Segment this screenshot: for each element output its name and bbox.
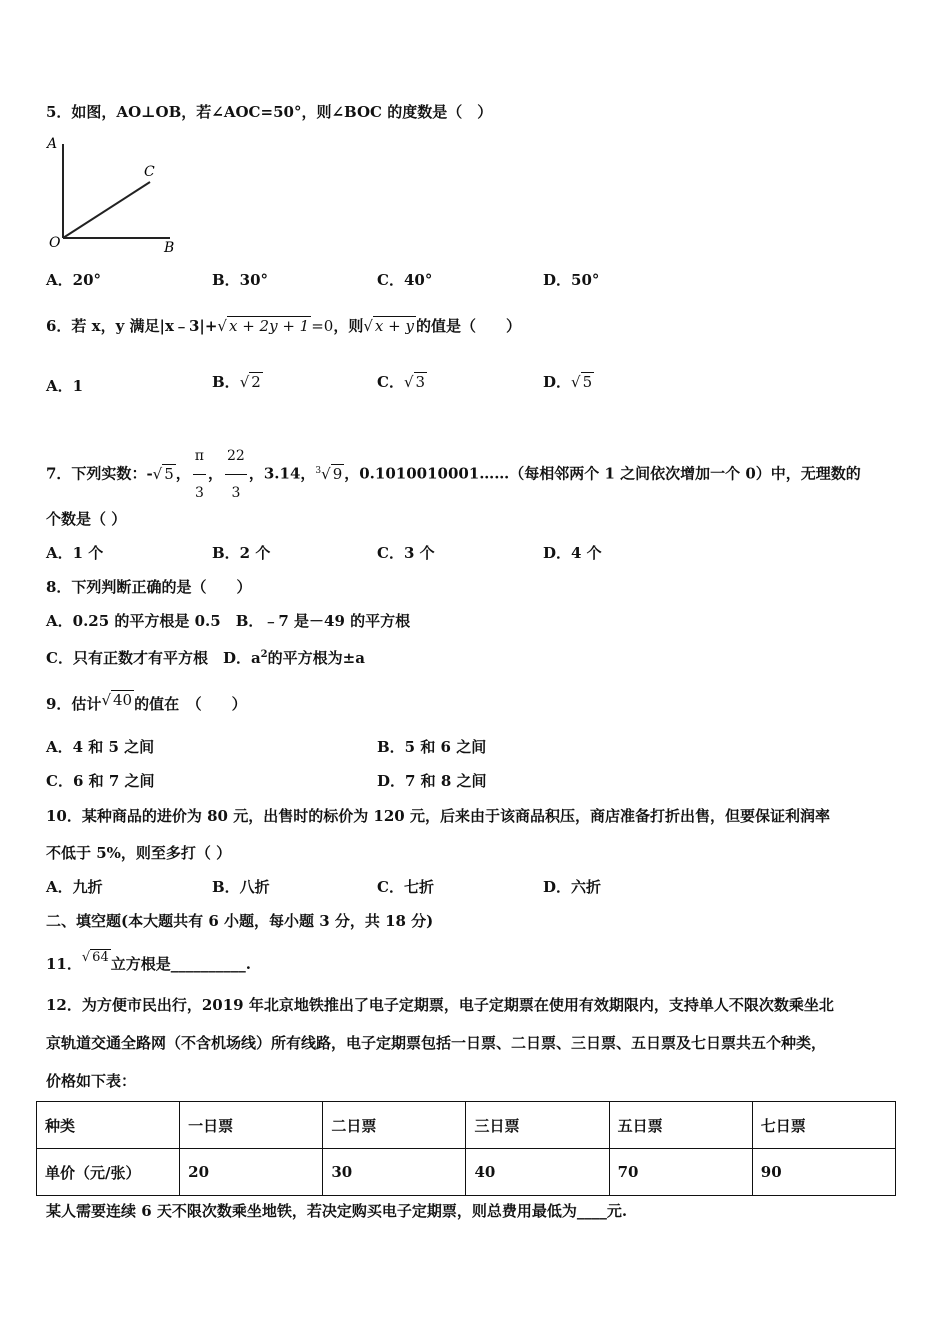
- q6-condition-sqrt: √ x + 2y + 1: [217, 317, 310, 335]
- q7-option-a: A．1 个: [46, 544, 104, 562]
- q7-fraction-22: [225, 438, 247, 511]
- table-cell: 90: [752, 1149, 895, 1196]
- q7-cube-root: $^3$√ 9: [315, 464, 343, 483]
- table-cell: 30: [323, 1149, 466, 1196]
- ray-oc: [63, 182, 150, 238]
- q7-option-c: C．3 个: [377, 544, 435, 562]
- price-table-header-row: [37, 1102, 896, 1149]
- q6-option-d-label: D．: [543, 373, 572, 391]
- q11-prefix: 11．: [46, 955, 82, 973]
- q7-option-d: D．4 个: [543, 544, 602, 562]
- q6-condition-rhs: =0: [311, 317, 334, 335]
- q12-line3: 价格如下表：: [46, 1072, 137, 1090]
- table-cell: 三日票: [466, 1102, 609, 1149]
- q9-prefix: 9．估计: [46, 695, 102, 713]
- q7-stem: 7．下列实数：-√ 5 ， $\frac{\pi}{3}$ ， $\frac{22}{3}$ ，3.14，$^3$√ 9 ，0.1010010001……（每相邻两个 1 之间依次增加一个 0）中，无理数的: [46, 438, 861, 511]
- q8-stem: 8．下列判断正确的是（ ）: [46, 578, 252, 596]
- q6-prefix: 6．若 x，y 满足|x﹣3|+: [46, 317, 218, 335]
- label-c: C: [144, 164, 155, 180]
- q9-option-b: B．5 和 6 之间: [377, 738, 487, 756]
- q12-line1: 12．为方便市民出行，2019 年北京地铁推出了电子定期票，电子定期票在使用有效期限内，支持单人不限次数乘坐北: [46, 996, 834, 1014]
- q6-option-a-value: 1: [72, 377, 84, 395]
- label-b: B: [164, 240, 175, 256]
- q6-option-b-sqrt: √ 2: [239, 373, 261, 391]
- label-a: A: [47, 136, 58, 152]
- table-cell: 70: [609, 1149, 752, 1196]
- q8-options-row2: [46, 645, 365, 668]
- q6-option-b: [212, 372, 263, 392]
- q6-expression-sqrt: √ x + y: [363, 317, 414, 335]
- q6-stem: [46, 316, 521, 336]
- q12-after-table: 某人需要连续 6 天不限次数乘坐地铁，若决定购买电子定期票，则总费用最低为____元.: [46, 1202, 628, 1220]
- q7-fraction-pi: [193, 438, 206, 511]
- table-cell: 一日票: [180, 1102, 323, 1149]
- q9-suffix: 的值在 （ ）: [134, 695, 247, 713]
- q12-line2: 京轨道交通全路网（不含机场线）所有线路，电子定期票包括一日票、二日票、三日票、五日票及七日票共五个种类，: [46, 1034, 827, 1052]
- q9-radicand: 40: [113, 691, 133, 709]
- q6-option-c-label: C．: [377, 373, 404, 391]
- q9-option-a: A．4 和 5 之间: [46, 738, 155, 756]
- q10-option-c: C．七折: [377, 878, 434, 896]
- table-cell: 二日票: [323, 1102, 466, 1149]
- q6-option-c-value: 3: [415, 373, 426, 391]
- q9-option-d: D．7 和 8 之间: [377, 772, 487, 790]
- q11-sqrt: √ 64: [81, 950, 109, 965]
- q8-row2-superscript: 2: [260, 649, 268, 660]
- table-cell: 单价（元/张）: [37, 1149, 180, 1196]
- q5-angle-figure: [44, 134, 194, 258]
- q6-option-d-sqrt: √ 5: [571, 373, 593, 391]
- q7-mid: ，3.14，: [248, 464, 316, 483]
- q8-row2-text-b: 的平方根为±a: [267, 649, 365, 667]
- q6-option-b-label: B．: [212, 373, 240, 391]
- q6-option-c-sqrt: √ 3: [403, 373, 426, 391]
- table-cell: 20: [180, 1149, 323, 1196]
- q11-stem: [46, 948, 251, 974]
- q6-option-a: [46, 376, 83, 396]
- q5-option-c: C．40°: [377, 271, 433, 289]
- q7-prefix: 7．下列实数：-: [46, 464, 153, 483]
- q9-option-c: C．6 和 7 之间: [46, 772, 155, 790]
- table-cell: 七日票: [752, 1102, 895, 1149]
- table-cell: 五日票: [609, 1102, 752, 1149]
- q6-expression-radicand: x + y: [374, 317, 414, 335]
- q7-cube-root-index: 3: [315, 465, 322, 476]
- q6-mid: ，则: [333, 317, 364, 335]
- q7-cube-root-radicand: 9: [332, 464, 343, 483]
- table-cell: 40: [466, 1149, 609, 1196]
- section2-heading: 二、填空题(本大题共有 6 小题，每小题 3 分，共 18 分): [46, 912, 434, 930]
- q7-sqrt5-radicand: 5: [164, 464, 174, 483]
- price-table: [36, 1101, 896, 1196]
- q7-fraction-22-num: 22: [225, 438, 247, 475]
- q6-suffix: 的值是（ ）: [415, 317, 521, 335]
- q8-row2-text-a: C．只有正数才有平方根 D．a: [46, 649, 261, 667]
- q5-option-a: A．20°: [46, 271, 102, 289]
- q10-option-d: D．六折: [543, 878, 602, 896]
- q7-fraction-pi-den: 3: [194, 485, 204, 501]
- q10-option-a: A．九折: [46, 878, 103, 896]
- label-o: O: [49, 235, 61, 251]
- q7-fraction-22-den: 3: [231, 485, 241, 501]
- q7-sqrt5: √ 5: [152, 464, 174, 483]
- price-table-row: [37, 1149, 896, 1196]
- table-cell: 种类: [37, 1102, 180, 1149]
- q10-option-b: B．八折: [212, 878, 270, 896]
- q6-option-d-value: 5: [582, 373, 593, 391]
- q6-condition-radicand: x + 2y + 1: [228, 317, 310, 335]
- q5-option-d: D．50°: [543, 271, 600, 289]
- q6-option-b-value: 2: [251, 373, 261, 391]
- q6-option-c: [377, 372, 427, 392]
- q11-radicand: 64: [92, 950, 109, 965]
- q11-suffix: 立方根是__________.: [110, 955, 251, 973]
- q7-line2: 个数是（ ）: [46, 510, 127, 528]
- q5-stem: 5．如图，AO⊥OB，若∠AOC=50°，则∠BOC 的度数是（ ）: [46, 103, 493, 121]
- q7-fraction-pi-num: π: [193, 438, 206, 475]
- q10-line2: 不低于 5%，则至多打（ ）: [46, 844, 232, 862]
- q7-option-b: B．2 个: [212, 544, 271, 562]
- q6-option-d: [543, 372, 594, 392]
- q9-sqrt: √ 40: [101, 691, 133, 709]
- q5-option-b: B．30°: [212, 271, 269, 289]
- q9-stem: [46, 690, 247, 714]
- q10-line1: 10．某种商品的进价为 80 元，出售时的标价为 120 元，后来由于该商品积压，商店准备打折出售，但要保证利润率: [46, 807, 830, 825]
- q8-options-row1: A．0.25 的平方根是 0.5 B．﹣7 是－49 的平方根: [46, 612, 411, 630]
- q7-suffix: ，0.1010010001……（每相邻两个 1 之间依次增加一个 0）中，无理数的: [344, 464, 861, 483]
- q6-option-a-label: A．: [46, 377, 73, 395]
